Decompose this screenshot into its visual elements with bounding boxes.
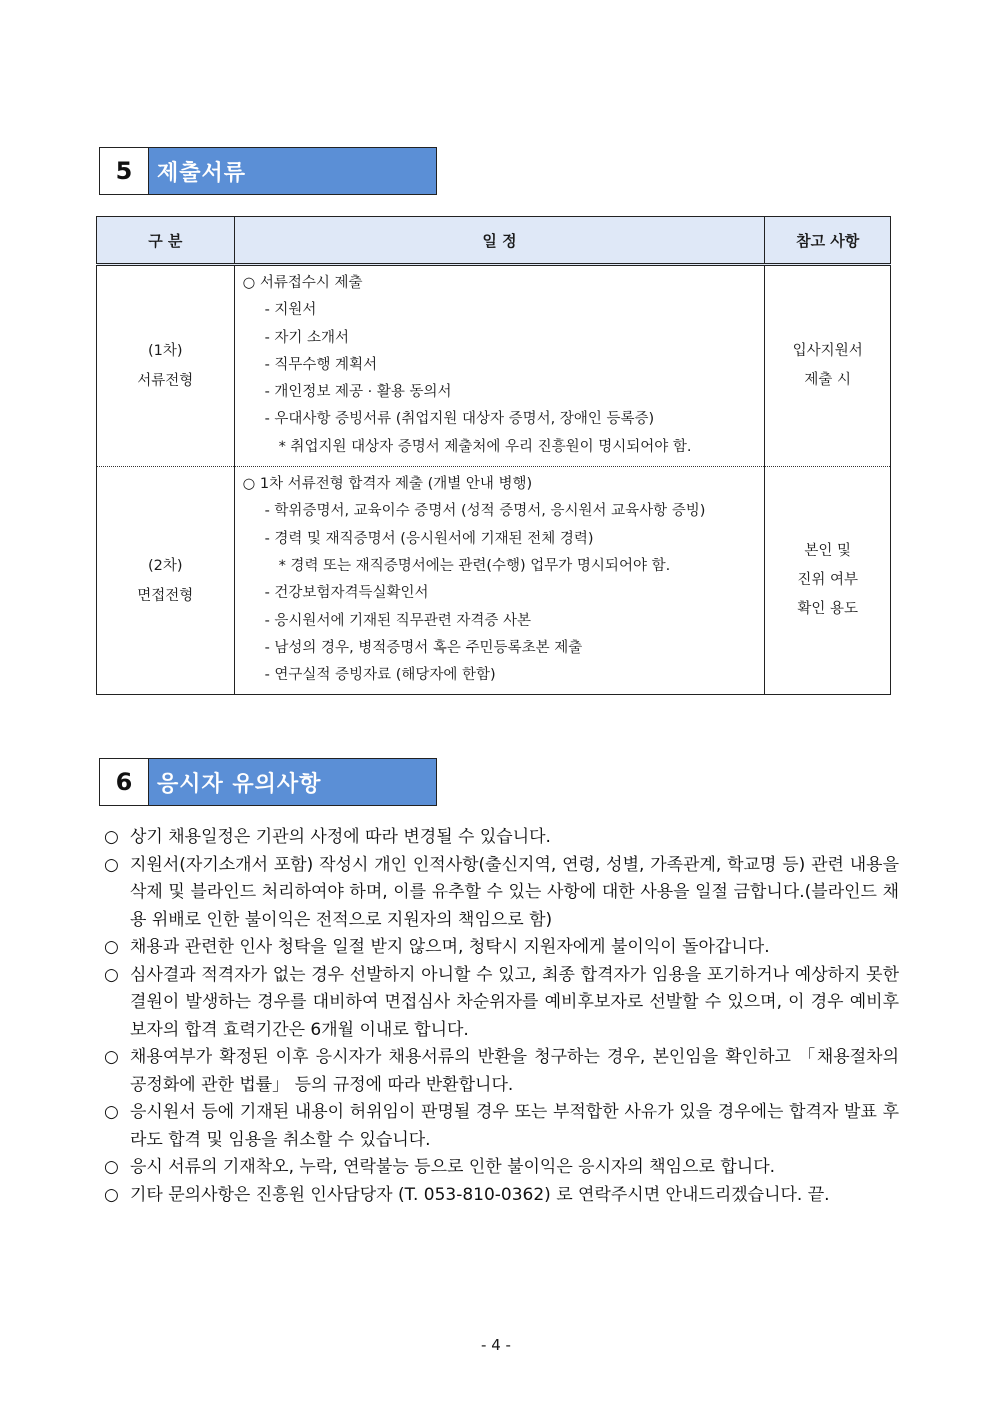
bullet-icon: ○ bbox=[104, 1047, 119, 1067]
bullet-icon: ○ bbox=[104, 1184, 119, 1205]
list-item: - 남성의 경우, 병적증명서 혹은 주민등록초본 제출 bbox=[264, 639, 583, 656]
row-category: (1차) 서류전형 bbox=[97, 265, 235, 467]
header-reference: 참고 사항 bbox=[765, 217, 891, 265]
bullet-icon: ○ bbox=[104, 937, 119, 957]
header-category: 구 분 bbox=[97, 217, 235, 265]
bullet-icon: ○ bbox=[104, 1157, 119, 1177]
section-5-header bbox=[99, 147, 437, 195]
table-row bbox=[97, 265, 891, 467]
section-6-header bbox=[99, 758, 437, 806]
section-title: 제출서류 bbox=[149, 148, 436, 194]
list-item: ○ 응시원서 등에 기재된 내용이 허위임이 판명될 경우 또는 부적합한 사유가 있을 경우에는 합격자 발표 후라도 합격 및 임용을 취소할 수 있습니다. bbox=[104, 1099, 899, 1154]
list-item: ○ 서류접수시 제출 bbox=[242, 275, 363, 291]
table-header-row bbox=[97, 217, 891, 265]
list-item: - 경력 및 재직증명서 (응시원서에 기재된 전체 경력) bbox=[264, 530, 594, 547]
list-item: ○ 지원서(자기소개서 포함) 작성시 개인 인적사항(출신지역, 연령, 성별, 가족관계, 학교명 등) 관련 내용을 삭제 및 블라인드 처리하여야 하며, 이를 유추할 수 있는 사항에 대한 사용을 일절 금합니다.(블라인드 채용 위배로 인한 불이익은 전적으로 지원자의 책임으로 함) bbox=[104, 852, 899, 935]
row-items bbox=[234, 265, 765, 467]
bullet-icon: ○ bbox=[104, 827, 119, 847]
list-item: - 학위증명서, 교육이수 증명서 (성적 증명서, 응시원서 교육사항 증빙) bbox=[264, 503, 706, 520]
list-item: ○ 채용여부가 확정된 이후 응시자가 채용서류의 반환을 청구하는 경우, 본인임을 확인하고 「채용절차의 공정화에 관한 법률」 등의 규정에 따라 반환합니다. bbox=[104, 1044, 899, 1099]
section-number: 5 bbox=[100, 148, 149, 194]
row-category: (2차) 면접전형 bbox=[97, 467, 235, 695]
row-items bbox=[234, 467, 765, 695]
list-item: - 우대사항 증빙서류 (취업지원 대상자 증명서, 장애인 등록증) bbox=[264, 411, 655, 428]
bullet-icon: ○ bbox=[104, 964, 119, 985]
list-item: ○ 상기 채용일정은 기관의 사정에 따라 변경될 수 있습니다. bbox=[104, 824, 899, 852]
list-item: - 개인정보 제공 · 활용 동의서 bbox=[264, 384, 452, 401]
row-reference: 입사지원서 제출 시 bbox=[765, 265, 891, 467]
list-item: ○ 응시 서류의 기재착오, 누락, 연락불능 등으로 인한 불이익은 응시자의 책임으로 합니다. bbox=[104, 1154, 899, 1182]
notice-list bbox=[104, 824, 899, 1209]
header-schedule: 일 정 bbox=[234, 217, 765, 265]
section-number: 6 bbox=[100, 759, 149, 805]
list-item: ○ 채용과 관련한 인사 청탁을 일절 받지 않으며, 청탁시 지원자에게 불이익이 돌아갑니다. bbox=[104, 934, 899, 962]
list-item: ○ 기타 문의사항은 진흥원 인사담당자 (T. 053-810-0362) 로 연락주시면 안내드리겠습니다. 끝. bbox=[104, 1182, 899, 1210]
list-item: ○ 1차 서류전형 합격자 제출 (개별 안내 병행) bbox=[242, 476, 533, 493]
list-item: - 건강보험자격득실확인서 bbox=[264, 585, 429, 602]
page-number: - 4 - bbox=[481, 1336, 511, 1354]
list-item: - 응시원서에 기재된 직무관련 자격증 사본 bbox=[264, 612, 531, 629]
section-title: 응시자 유의사항 bbox=[149, 759, 436, 805]
bullet-icon: ○ bbox=[104, 854, 119, 875]
list-item: ○ 심사결과 적격자가 없는 경우 선발하지 아니할 수 있고, 최종 합격자가 임용을 포기하거나 예상하지 못한 결원이 발생하는 경우를 대비하여 면접심사 차순위자를 예비후보자로 선발할 수 있으며, 이 경우 예비후보자의 합격 효력기간은 6개월 이내로 합니다. bbox=[104, 962, 899, 1045]
list-item: - 지원서 bbox=[264, 302, 317, 319]
table-row bbox=[97, 467, 891, 695]
list-item: - 직무수행 계획서 bbox=[264, 356, 378, 373]
list-item: - 연구실적 증빙자료 (해당자에 한함) bbox=[264, 667, 496, 684]
documents-table bbox=[96, 216, 891, 695]
list-item-note: * 경력 또는 재직증명서에는 관련(수행) 업무가 명시되어야 함. bbox=[278, 557, 671, 574]
row-reference: 본인 및 진위 여부 확인 용도 bbox=[765, 467, 891, 695]
list-item: - 자기 소개서 bbox=[264, 329, 350, 346]
bullet-icon: ○ bbox=[104, 1102, 119, 1122]
list-item-note: * 취업지원 대상자 증명서 제출처에 우리 진흥원이 명시되어야 함. bbox=[278, 438, 692, 455]
